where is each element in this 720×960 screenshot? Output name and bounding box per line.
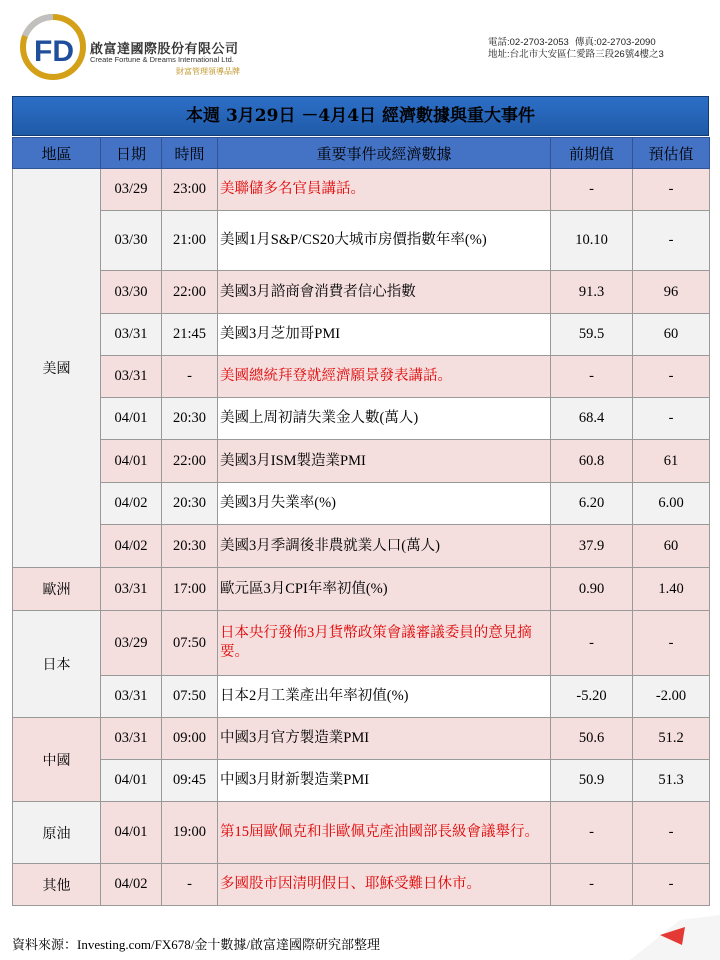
date-cell: 04/01 [101, 440, 162, 483]
event-cell: 美國3月季調後非農就業人口(萬人) [218, 525, 551, 568]
event-cell: 歐元區3月CPI年率初值(%) [218, 568, 551, 611]
forecast-value-cell: - [633, 169, 710, 211]
previous-value-cell: - [551, 802, 633, 864]
table-row [13, 169, 710, 211]
time-cell: 09:45 [162, 760, 218, 802]
company-logo [20, 14, 86, 80]
table-row [13, 525, 710, 568]
previous-value-cell: 60.8 [551, 440, 633, 483]
time-cell: - [162, 864, 218, 906]
col-header-previous: 前期值 [551, 138, 633, 169]
date-cell: 04/01 [101, 802, 162, 864]
forecast-value-cell: -2.00 [633, 676, 710, 718]
table-header-row [13, 138, 710, 169]
forecast-value-cell: - [633, 211, 710, 271]
event-cell: 美國1月S&P/CS20大城市房價指數年率(%) [218, 211, 551, 271]
date-cell: 03/31 [101, 568, 162, 611]
page-title: 本週 3月29日 －4月4日 經濟數據與重大事件 [12, 96, 709, 136]
event-cell: 美國3月諮商會消費者信心指數 [218, 271, 551, 314]
previous-value-cell: - [551, 611, 633, 676]
forecast-value-cell: - [633, 802, 710, 864]
col-header-event: 重要事件或經濟數據 [218, 138, 551, 169]
region-cell: 美國 [13, 169, 101, 568]
source-note: 資料來源：Investing.com/FX678/金十數據/啟富達國際研究部整理 [12, 937, 380, 952]
region-cell: 其他 [13, 864, 101, 906]
forecast-value-cell: 1.40 [633, 568, 710, 611]
time-cell: 07:50 [162, 676, 218, 718]
previous-value-cell: - [551, 169, 633, 211]
event-cell: 日本央行發佈3月貨幣政策會議審議委員的意見摘要。 [218, 611, 551, 676]
forecast-value-cell: 60 [633, 525, 710, 568]
company-name-en: Create Fortune & Dreams International Ltd. [90, 55, 234, 64]
event-cell: 美國上周初請失業金人數(萬人) [218, 398, 551, 440]
event-cell: 多國股市因清明假日、耶穌受難日休市。 [218, 864, 551, 906]
region-cell: 日本 [13, 611, 101, 718]
time-cell: 21:00 [162, 211, 218, 271]
contact-info [488, 37, 664, 61]
time-cell: 22:00 [162, 440, 218, 483]
table-row [13, 568, 710, 611]
date-cell: 03/29 [101, 169, 162, 211]
previous-value-cell: 37.9 [551, 525, 633, 568]
col-header-time: 時間 [162, 138, 218, 169]
table-row [13, 271, 710, 314]
time-cell: 23:00 [162, 169, 218, 211]
col-header-forecast: 預估值 [633, 138, 710, 169]
time-cell: - [162, 356, 218, 398]
event-cell: 第15屆歐佩克和非歐佩克產油國部長級會議舉行。 [218, 802, 551, 864]
date-cell: 03/30 [101, 211, 162, 271]
forecast-value-cell: - [633, 864, 710, 906]
event-cell: 日本2月工業產出年率初值(%) [218, 676, 551, 718]
date-cell: 04/02 [101, 864, 162, 906]
table-row [13, 398, 710, 440]
event-cell: 美國總統拜登就經濟願景發表講話。 [218, 356, 551, 398]
previous-value-cell: 0.90 [551, 568, 633, 611]
forecast-value-cell: 51.2 [633, 718, 710, 760]
event-cell: 美國3月芝加哥PMI [218, 314, 551, 356]
forecast-value-cell: 6.00 [633, 483, 710, 525]
time-cell: 19:00 [162, 802, 218, 864]
forecast-value-cell: 60 [633, 314, 710, 356]
date-cell: 03/31 [101, 676, 162, 718]
table-row [13, 760, 710, 802]
region-cell: 原油 [13, 802, 101, 864]
table-row [13, 802, 710, 864]
date-cell: 03/31 [101, 718, 162, 760]
col-header-region: 地區 [13, 138, 101, 169]
table-row [13, 676, 710, 718]
table-row [13, 718, 710, 760]
table-row [13, 211, 710, 271]
event-cell: 美國3月ISM製造業PMI [218, 440, 551, 483]
event-cell: 中國3月財新製造業PMI [218, 760, 551, 802]
col-header-date: 日期 [101, 138, 162, 169]
forecast-value-cell: 96 [633, 271, 710, 314]
date-cell: 04/01 [101, 398, 162, 440]
previous-value-cell: -5.20 [551, 676, 633, 718]
forecast-value-cell: - [633, 356, 710, 398]
event-cell: 中國3月官方製造業PMI [218, 718, 551, 760]
fax: 傳真:02-2703-2090 [574, 37, 656, 48]
date-cell: 03/31 [101, 356, 162, 398]
forecast-value-cell: 51.3 [633, 760, 710, 802]
time-cell: 21:45 [162, 314, 218, 356]
date-cell: 03/30 [101, 271, 162, 314]
page-header [0, 0, 720, 95]
previous-value-cell: 91.3 [551, 271, 633, 314]
date-cell: 03/31 [101, 314, 162, 356]
previous-value-cell: 59.5 [551, 314, 633, 356]
time-cell: 09:00 [162, 718, 218, 760]
forecast-value-cell: - [633, 611, 710, 676]
previous-value-cell: - [551, 864, 633, 906]
region-cell: 歐洲 [13, 568, 101, 611]
time-cell: 20:30 [162, 398, 218, 440]
decorative-corner-graphic [620, 905, 720, 960]
address: 地址:台北市大安區仁愛路三段26號4樓之3 [488, 49, 664, 60]
table-row [13, 864, 710, 906]
time-cell: 20:30 [162, 525, 218, 568]
time-cell: 20:30 [162, 483, 218, 525]
events-table [12, 137, 710, 906]
table-row [13, 440, 710, 483]
forecast-value-cell: 61 [633, 440, 710, 483]
time-cell: 17:00 [162, 568, 218, 611]
previous-value-cell: 6.20 [551, 483, 633, 525]
phone: 電話:02-2703-2053 [488, 37, 569, 48]
date-cell: 04/02 [101, 483, 162, 525]
event-cell: 美聯儲多名官員講話。 [218, 169, 551, 211]
company-name-cn: 啟富達國際股份有限公司 [90, 42, 239, 57]
date-cell: 03/29 [101, 611, 162, 676]
previous-value-cell: 50.6 [551, 718, 633, 760]
previous-value-cell: - [551, 356, 633, 398]
forecast-value-cell: - [633, 398, 710, 440]
previous-value-cell: 68.4 [551, 398, 633, 440]
table-row [13, 356, 710, 398]
table-row [13, 314, 710, 356]
time-cell: 22:00 [162, 271, 218, 314]
event-cell: 美國3月失業率(%) [218, 483, 551, 525]
region-cell: 中國 [13, 718, 101, 802]
table-row [13, 611, 710, 676]
time-cell: 07:50 [162, 611, 218, 676]
previous-value-cell: 10.10 [551, 211, 633, 271]
date-cell: 04/02 [101, 525, 162, 568]
previous-value-cell: 50.9 [551, 760, 633, 802]
date-cell: 04/01 [101, 760, 162, 802]
logo-letters: FD [34, 35, 74, 68]
company-slogan: 財富管理領導品牌 [176, 67, 240, 76]
table-row [13, 483, 710, 525]
